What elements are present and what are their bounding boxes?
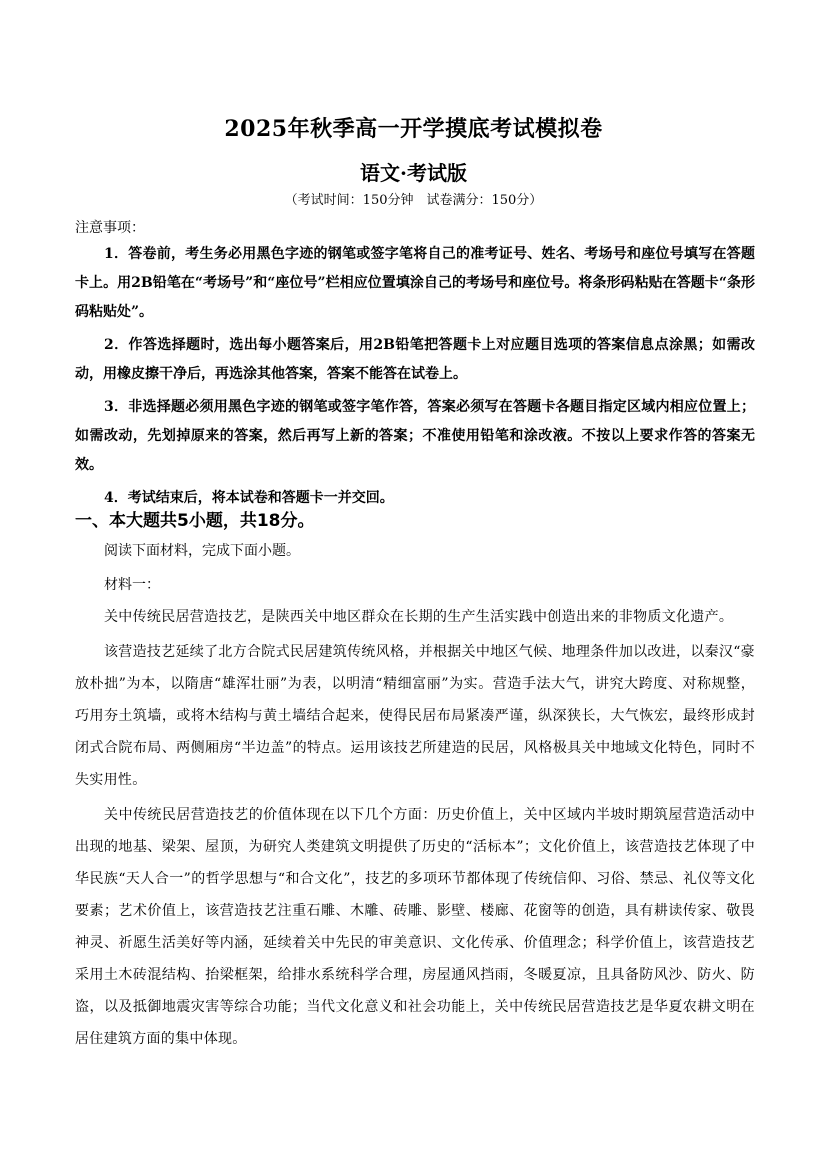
material-paragraph: 关中传统民居营造技艺的价值体现在以下几个方面：历史价值上，关中区域内半坡时期筑屋营造活动中出现的地基、梁架、屋顶，为研究人类建筑文明提供了历史的“活标本”；文化价值上，该营造技艺体现了中华民族“天人合一”的哲学思想与“和合文化”，技艺的多项环节都体现了传统信仰、习俗、禁忌、礼仪等文化要素；艺术价值上，该营造技艺注重石雕、木雕、砖雕、影壁、楼廊、花窗等的创造，具有耕读传家、敬畏神灵、祈愿生活美好等内涵，延续着关中先民的审美意识、文化传承、价值理念；科学价值上，该营造技艺采用土木砖混结构、抬梁框架，给排水系统科学合理，房屋通风挡雨，冬暖夏凉，且具备防风沙、防火、防盗，以及抵御地震灾害等综合功能；当代文化意义和社会功能上，关中传统民居营造技艺是华夏农耕文明在居住建筑方面的集中体现。 bbox=[75, 807, 755, 1047]
notice-item: 1．答卷前，考生务必用黑色字迹的钢笔或签字笔将自己的准考证号、姓名、考场号和座位号填写在答题卡上。用2B铅笔在“考场号”和“座位号”栏相应位置填涂自己的考场号和座位号。将条形码粘贴在答题卡“条形码粘贴处”。 bbox=[75, 246, 755, 320]
notice-item: 2．作答选择题时，选出每小题答案后，用2B铅笔把答题卡上对应题目选项的答案信息点涂黑；如需改动，用橡皮擦干净后，再选涂其他答案，答案不能答在试卷上。 bbox=[75, 337, 755, 382]
material-text bbox=[75, 601, 755, 1058]
section-heading: 一、本大题共5小题，共18分。 bbox=[75, 511, 315, 531]
exam-info: （考试时间：150分钟 试卷满分：150分） bbox=[284, 193, 543, 208]
exam-subtitle: 语文·考试版 bbox=[360, 161, 467, 185]
notice-heading: 注意事项： bbox=[75, 220, 145, 236]
exam-title: 2025年秋季高一开学摸底考试模拟卷 bbox=[224, 116, 603, 142]
notice-list bbox=[75, 240, 755, 517]
material-paragraph: 关中传统民居营造技艺，是陕西关中地区群众在长期的生产生活实践中创造出来的非物质文化遗产。 bbox=[104, 609, 734, 625]
material-paragraph: 该营造技艺延续了北方合院式民居建筑传统风格，并根据关中地区气候、地理条件加以改进，以秦汉“豪放朴拙”为本，以隋唐“雄浑壮丽”为表，以明清“精细富丽”为实。营造手法大气，讲究大跨度、对称规整，巧用夯土筑墙，或将木结构与黄土墙结合起来，使得民居布局紧凑严谨，纵深狭长，大气恢宏，最终形成封闭式合院布局、两侧厢房“半边盖”的特点。运用该技艺所建造的民居，风格极具关中地域文化特色，同时不失实用性。 bbox=[75, 644, 755, 788]
reading-instruction: 阅读下面材料，完成下面小题。 bbox=[104, 543, 300, 559]
material-label: 材料一： bbox=[104, 577, 160, 593]
notice-item: 4．考试结束后，将本试卷和答题卡一并交回。 bbox=[104, 490, 394, 506]
notice-item: 3．非选择题必须用黑色字迹的钢笔或签字笔作答，答案必须写在答题卡各题目指定区域内相应位置上；如需改动，先划掉原来的答案，然后再写上新的答案；不准使用铅笔和涂改液。不按以上要求作答的答案无效。 bbox=[75, 399, 755, 473]
